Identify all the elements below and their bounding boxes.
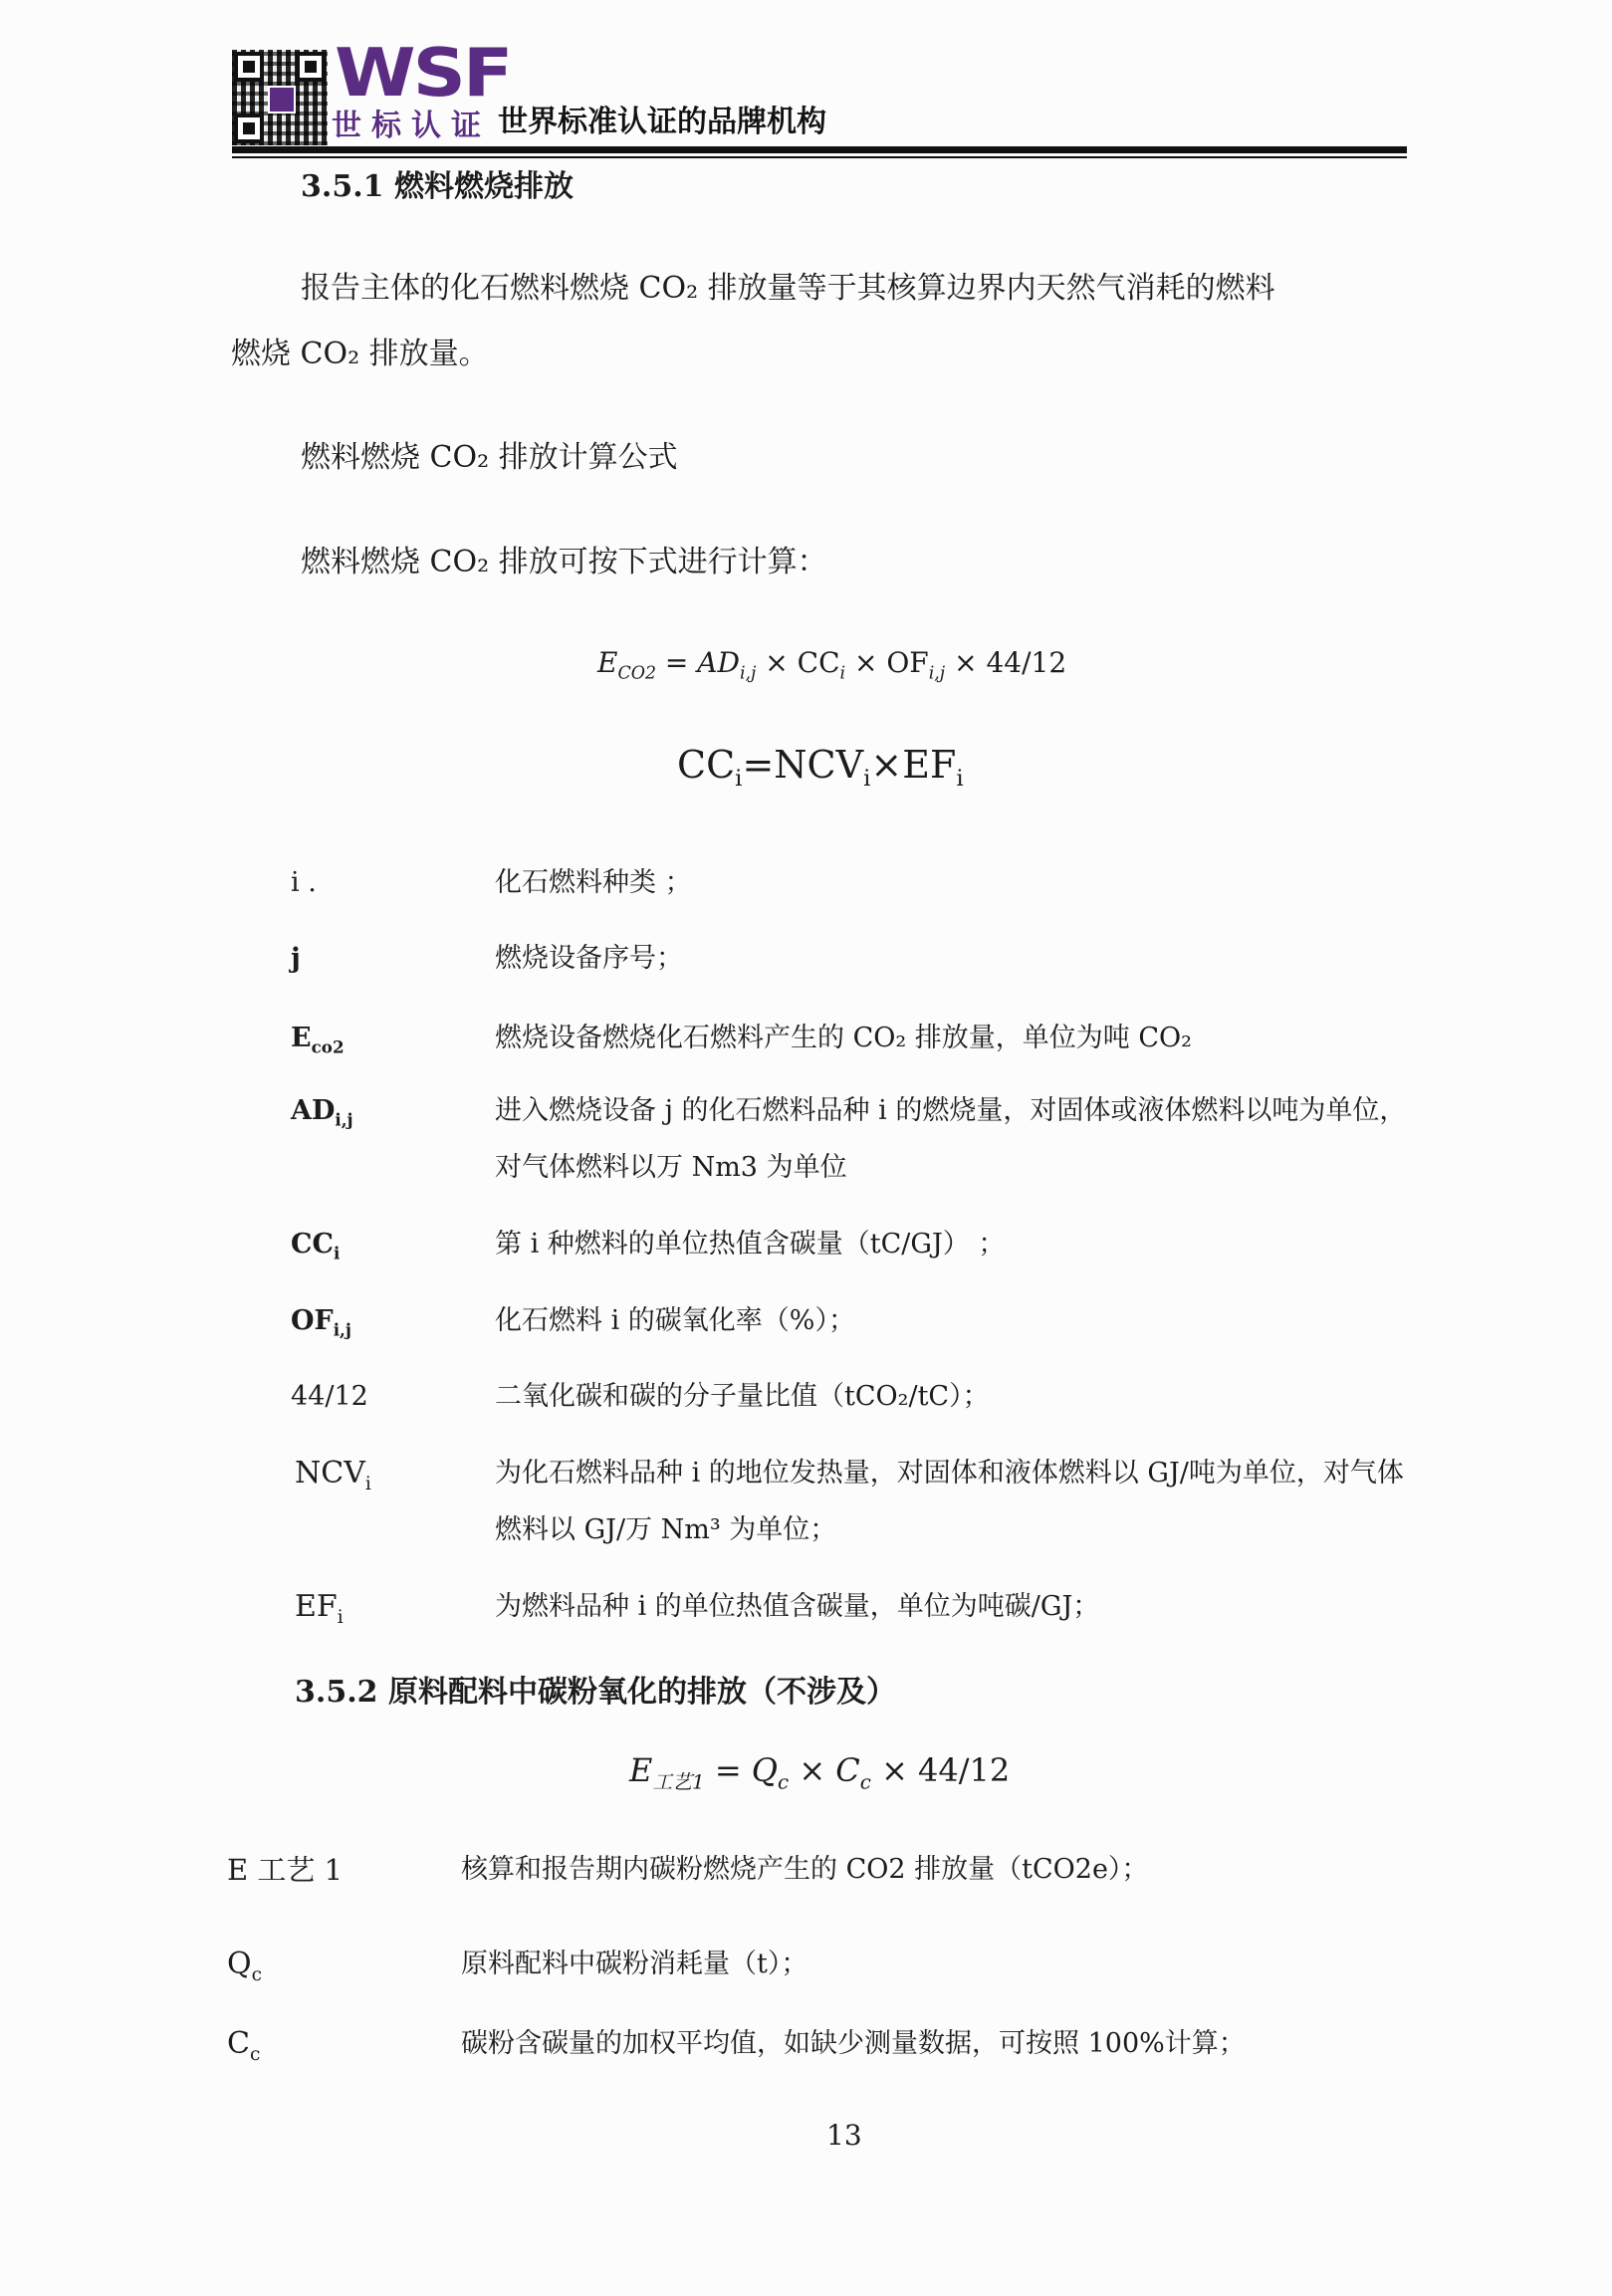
header-slogan: 世界标准认证的品牌机构 <box>498 105 826 139</box>
section-heading-3-5-2: 3.5.2 原料配料中碳粉氧化的排放（不涉及） <box>295 1675 896 1710</box>
definition-ncvi-line-2: 燃料以 GJ/万 Nm³ 为单位； <box>495 1514 837 1545</box>
symbol-j: j <box>291 943 301 974</box>
symbol-i: i . <box>291 867 317 898</box>
paragraph-3: 燃料燃烧 CO₂ 排放可按下式进行计算： <box>301 545 827 579</box>
definition-i: 化石燃料种类 ； <box>495 867 692 898</box>
definition-eco2: 燃烧设备燃烧化石燃料产生的 CO₂ 排放量，单位为吨 CO₂ <box>495 1023 1192 1053</box>
definition-ncvi-line-1: 为化石燃料品种 i 的地位发热量，对固体和液体燃料以 GJ/吨为单位，对气体 <box>495 1458 1404 1489</box>
symbol-eco2: $E_{co2}$ <box>291 1023 345 1057</box>
formula-emission: $E_{CO2} = AD_{i,j} \times CC_i \times OF_{i,j} \times 44/12$ <box>597 646 1067 684</box>
symbol-cc: $C_c$ <box>227 2026 261 2065</box>
formula-process: $E_{工艺1} = Q_c \times C_c \times 44/12$ <box>629 1751 1011 1794</box>
symbol-e-process: E 工艺 1 <box>227 1853 344 1887</box>
symbol-qc: $Q_c$ <box>227 1947 263 1985</box>
logo: WSF <box>335 34 511 112</box>
symbol-ofij: $OF_{i,j}$ <box>291 1305 351 1340</box>
definition-qc: 原料配料中碳粉消耗量（t）； <box>461 1949 808 1979</box>
definition-44-12: 二氧化碳和碳的分子量比值（tCO₂/tC）； <box>495 1381 990 1412</box>
definition-j: 燃烧设备序号； <box>495 943 683 974</box>
paragraph-2: 燃料燃烧 CO₂ 排放计算公式 <box>301 440 678 475</box>
header-divider-thin <box>232 156 1407 158</box>
definition-cci: 第 i 种燃料的单位热值含碳量（tC/GJ） ； <box>495 1229 1006 1260</box>
paragraph-1-line-2: 燃烧 CO₂ 排放量。 <box>231 337 489 371</box>
definition-adij-line-2: 对气体燃料以万 Nm3 为单位 <box>495 1152 847 1183</box>
symbol-efi: $EF_i$ <box>295 1589 344 1628</box>
definition-adij-line-1: 进入燃烧设备 j 的化石燃料品种 i 的燃烧量，对固体或液体燃料以吨为单位， <box>495 1095 1407 1126</box>
logo-subtitle: 世标认证 <box>332 109 491 143</box>
symbol-ncvi: $NCV_i$ <box>295 1456 371 1494</box>
symbol-44-12: 44/12 <box>291 1381 368 1412</box>
definition-cc: 碳粉含碳量的加权平均值，如缺少测量数据，可按照 100%计算； <box>461 2028 1246 2059</box>
definition-e-process: 核算和报告期内碳粉燃烧产生的 CO2 排放量（tCO2e）； <box>461 1854 1149 1885</box>
definition-ofij: 化石燃料 i 的碳氧化率（%）； <box>495 1305 855 1336</box>
symbol-cci: $CC_i$ <box>291 1229 341 1263</box>
page-number: 13 <box>826 2119 862 2152</box>
section-heading-3-5-1: 3.5.1 燃料燃烧排放 <box>301 169 574 204</box>
definition-efi: 为燃料品种 i 的单位热值含碳量，单位为吨碳/GJ； <box>495 1591 1100 1622</box>
symbol-adij: $AD_{i,j}$ <box>291 1095 353 1130</box>
qr-code-icon <box>232 50 328 145</box>
formula-cc: $CC_i=NCV_i\times EF_i$ <box>677 743 964 792</box>
header-divider <box>232 146 1407 153</box>
paragraph-1-line-1: 报告主体的化石燃料燃烧 CO₂ 排放量等于其核算边界内天然气消耗的燃料 <box>301 271 1275 306</box>
